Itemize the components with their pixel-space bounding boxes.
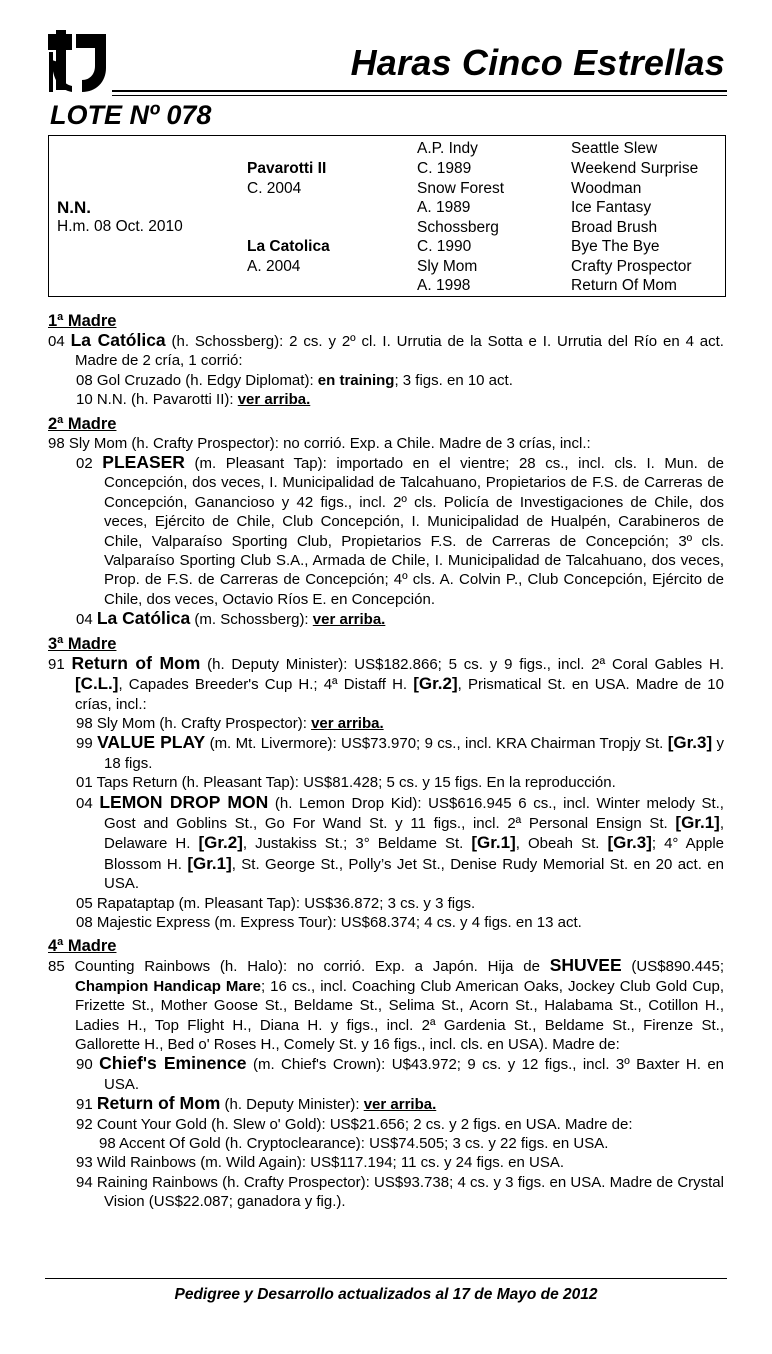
dam-entry: 91 Return of Mom (h. Deputy Minister): US$182.866; 5 cs. y 9 figs., incl. 2ª Coral Gables H. [C.L.], Capades Breeder's Cup H.; 4ª Distaff H. [Gr.2], Prismatical St. en USA. Madre de 10 crías, incl.: <box>48 652 724 713</box>
dam-entry: 85 Counting Rainbows (h. Halo): no corrió. Exp. a Japón. Hija de SHUVEE (US$890.445; Champion Handicap Mare; 16 cs., incl. Coaching Club American Oaks, Jockey Club Gold Cup, Frizette St., Mother Goose St., Beldame St., Selima St., Acorn St., Halabama St., Cotillon H., Ladies H., Top Flight H., Diana H. y figs., incl. 2ª Gardenia St., Beldame St., Firenze St., Gallorette H., Bed o' Roses H., Comely St. y 16 figs., incl. cls. en USA). Madre de: <box>48 955 724 1053</box>
pedigree-table <box>48 135 726 297</box>
dam-entry: 98 Sly Mom (h. Crafty Prospector): no corrió. Exp. a Chile. Madre de 3 crías, incl.: <box>48 434 591 452</box>
header-rule-thin <box>112 95 727 96</box>
list-item: 04 LEMON DROP MON (h. Lemon Drop Kid): US$616.945 6 cs., incl. Winter melody St., Gost and Goblins St., Go For Wand St. y 11 figs., incl. 2ª Personal Ensign St. [Gr.1], Delaware H. [Gr.2], Justakiss St.; 3° Beldame St. [Gr.1], Obeah St. [Gr.3]; 4° Apple Blossom H. [Gr.1], St. George St., Polly’s Jet St., Denise Rudy Memorial St. en 20 act. en USA. <box>76 791 725 893</box>
list-item: 01 Taps Return (h. Pleasant Tap): US$81.428; 5 cs. y 15 figs. En la reproducción. <box>76 774 616 792</box>
ggp-7: Crafty Prospector <box>571 258 692 275</box>
section-title-1a-madre: 1ª Madre <box>48 312 117 330</box>
granddam-1: Snow Forest <box>417 180 505 197</box>
list-item: 98 Sly Mom (h. Crafty Prospector): ver arriba. <box>76 714 384 732</box>
granddam-2-info: A. 1998 <box>417 277 471 294</box>
list-item: 99 VALUE PLAY (m. Mt. Livermore): US$73.970; 9 cs., incl. KRA Chairman Tropjy St. [Gr.3] y 18 figs. <box>76 732 724 772</box>
granddam-2: Sly Mom <box>417 258 478 275</box>
sire-info: C. 2004 <box>247 180 302 197</box>
farm-name: Haras Cinco Estrellas <box>350 42 725 83</box>
header-rule <box>112 90 727 92</box>
list-item: 98 Accent Of Gold (h. Cryptoclearance): US$74.505; 3 cs. y 22 figs. en USA. <box>99 1135 609 1153</box>
grandsire-1: A.P. Indy <box>417 140 478 157</box>
ggp-6: Bye The Bye <box>571 238 660 255</box>
grandsire-2-info: C. 1990 <box>417 238 472 255</box>
footer-note: Pedigree y Desarrollo actualizados al 17 de Mayo de 2012 <box>174 1286 598 1303</box>
granddam-1-info: A. 1989 <box>417 199 471 216</box>
list-item: 05 Rapataptap (m. Pleasant Tap): US$36.872; 3 cs. y 3 figs. <box>76 894 476 912</box>
horse-info: H.m. 08 Oct. 2010 <box>57 218 183 235</box>
ggp-4: Ice Fantasy <box>571 199 652 216</box>
list-item: 94 Raining Rainbows (h. Crafty Prospector): US$93.738; 4 cs. y 3 figs. en USA. Madre de Crystal Vision (US$22.087; ganadora y fig.). <box>76 1173 724 1211</box>
list-item: 02 PLEASER (m. Pleasant Tap): importado en el vientre; 28 cs., incl. cls. I. Mun. de Concepción, dos veces, I. Municipalidad de Talcahuano, Propietarios de F.S. de Carreras de Concepción, Ganancioso y 42 figs., incl. 2º cls. Policía de Investigaciones de Chile, dos veces, Ejército de Chile, Club Concepción, I. Municipalidad de Hualpén, Carabineros de Chile, Valparaíso Sporting Club, Propietarios F.S. de Carreras de Concepción; 3º cls. Valparaíso Sporting Club S.A., Armada de Chile, I. Municipalidad de Talcahuano, dos veces, Prop. de F.S. de Carreras de Concepción; 4º cls. A. Colvin P., Club Concepción, Ejército de Chile, dos veces, Octavio Ríos E. en Concepción. <box>76 452 725 608</box>
list-item: 10 N.N. (h. Pavarotti II): ver arriba. <box>76 391 311 409</box>
footer-rule <box>45 1278 727 1279</box>
list-item: 92 Count Your Gold (h. Slew o' Gold): US$21.656; 2 cs. y 2 figs. en USA. Madre de: <box>76 1115 633 1133</box>
ggp-8: Return Of Mom <box>571 277 677 294</box>
produce-record <box>48 308 724 1212</box>
ggp-2: Weekend Surprise <box>571 160 699 177</box>
list-item: 08 Majestic Express (m. Express Tour): US$68.374; 4 cs. y 4 figs. en 13 act. <box>76 913 582 931</box>
horse-name: N.N. <box>57 198 91 217</box>
section-title-3a-madre: 3ª Madre <box>48 634 117 653</box>
list-item: 93 Wild Rainbows (m. Wild Again): US$117.194; 11 cs. y 24 figs. en USA. <box>76 1154 564 1172</box>
ggp-3: Woodman <box>571 180 642 197</box>
grandsire-1-info: C. 1989 <box>417 160 472 177</box>
grandsire-2: Schossberg <box>417 219 499 236</box>
dam-entry: 04 La Católica (h. Schossberg): 2 cs. y 2º cl. I. Urrutia de la Sotta e I. Urrutia del Río en 4 act. Madre de 2 cría, 1 corrió: <box>48 330 724 370</box>
dam-name: La Catolica <box>247 238 330 255</box>
ggp-5: Broad Brush <box>571 219 658 236</box>
ggp-1: Seattle Slew <box>571 140 658 157</box>
section-title-2a-madre: 2ª Madre <box>48 414 117 433</box>
list-item: 90 Chief's Eminence (m. Chief's Crown): U$43.972; 9 cs. y 12 figs., incl. 3º Baxter H. en USA. <box>76 1053 725 1093</box>
sire-name: Pavarotti II <box>247 160 327 177</box>
list-item: 04 La Católica (m. Schossberg): ver arriba. <box>76 608 386 629</box>
farm-logo-icon <box>48 30 108 94</box>
dam-info: A. 2004 <box>247 258 301 275</box>
list-item: 91 Return of Mom (h. Deputy Minister): ver arriba. <box>76 1093 437 1114</box>
section-title-4a-madre: 4ª Madre <box>48 937 117 956</box>
lot-number: LOTE Nº 078 <box>50 100 212 130</box>
list-item: 08 Gol Cruzado (h. Edgy Diplomat): en training; 3 figs. en 10 act. <box>76 371 513 389</box>
